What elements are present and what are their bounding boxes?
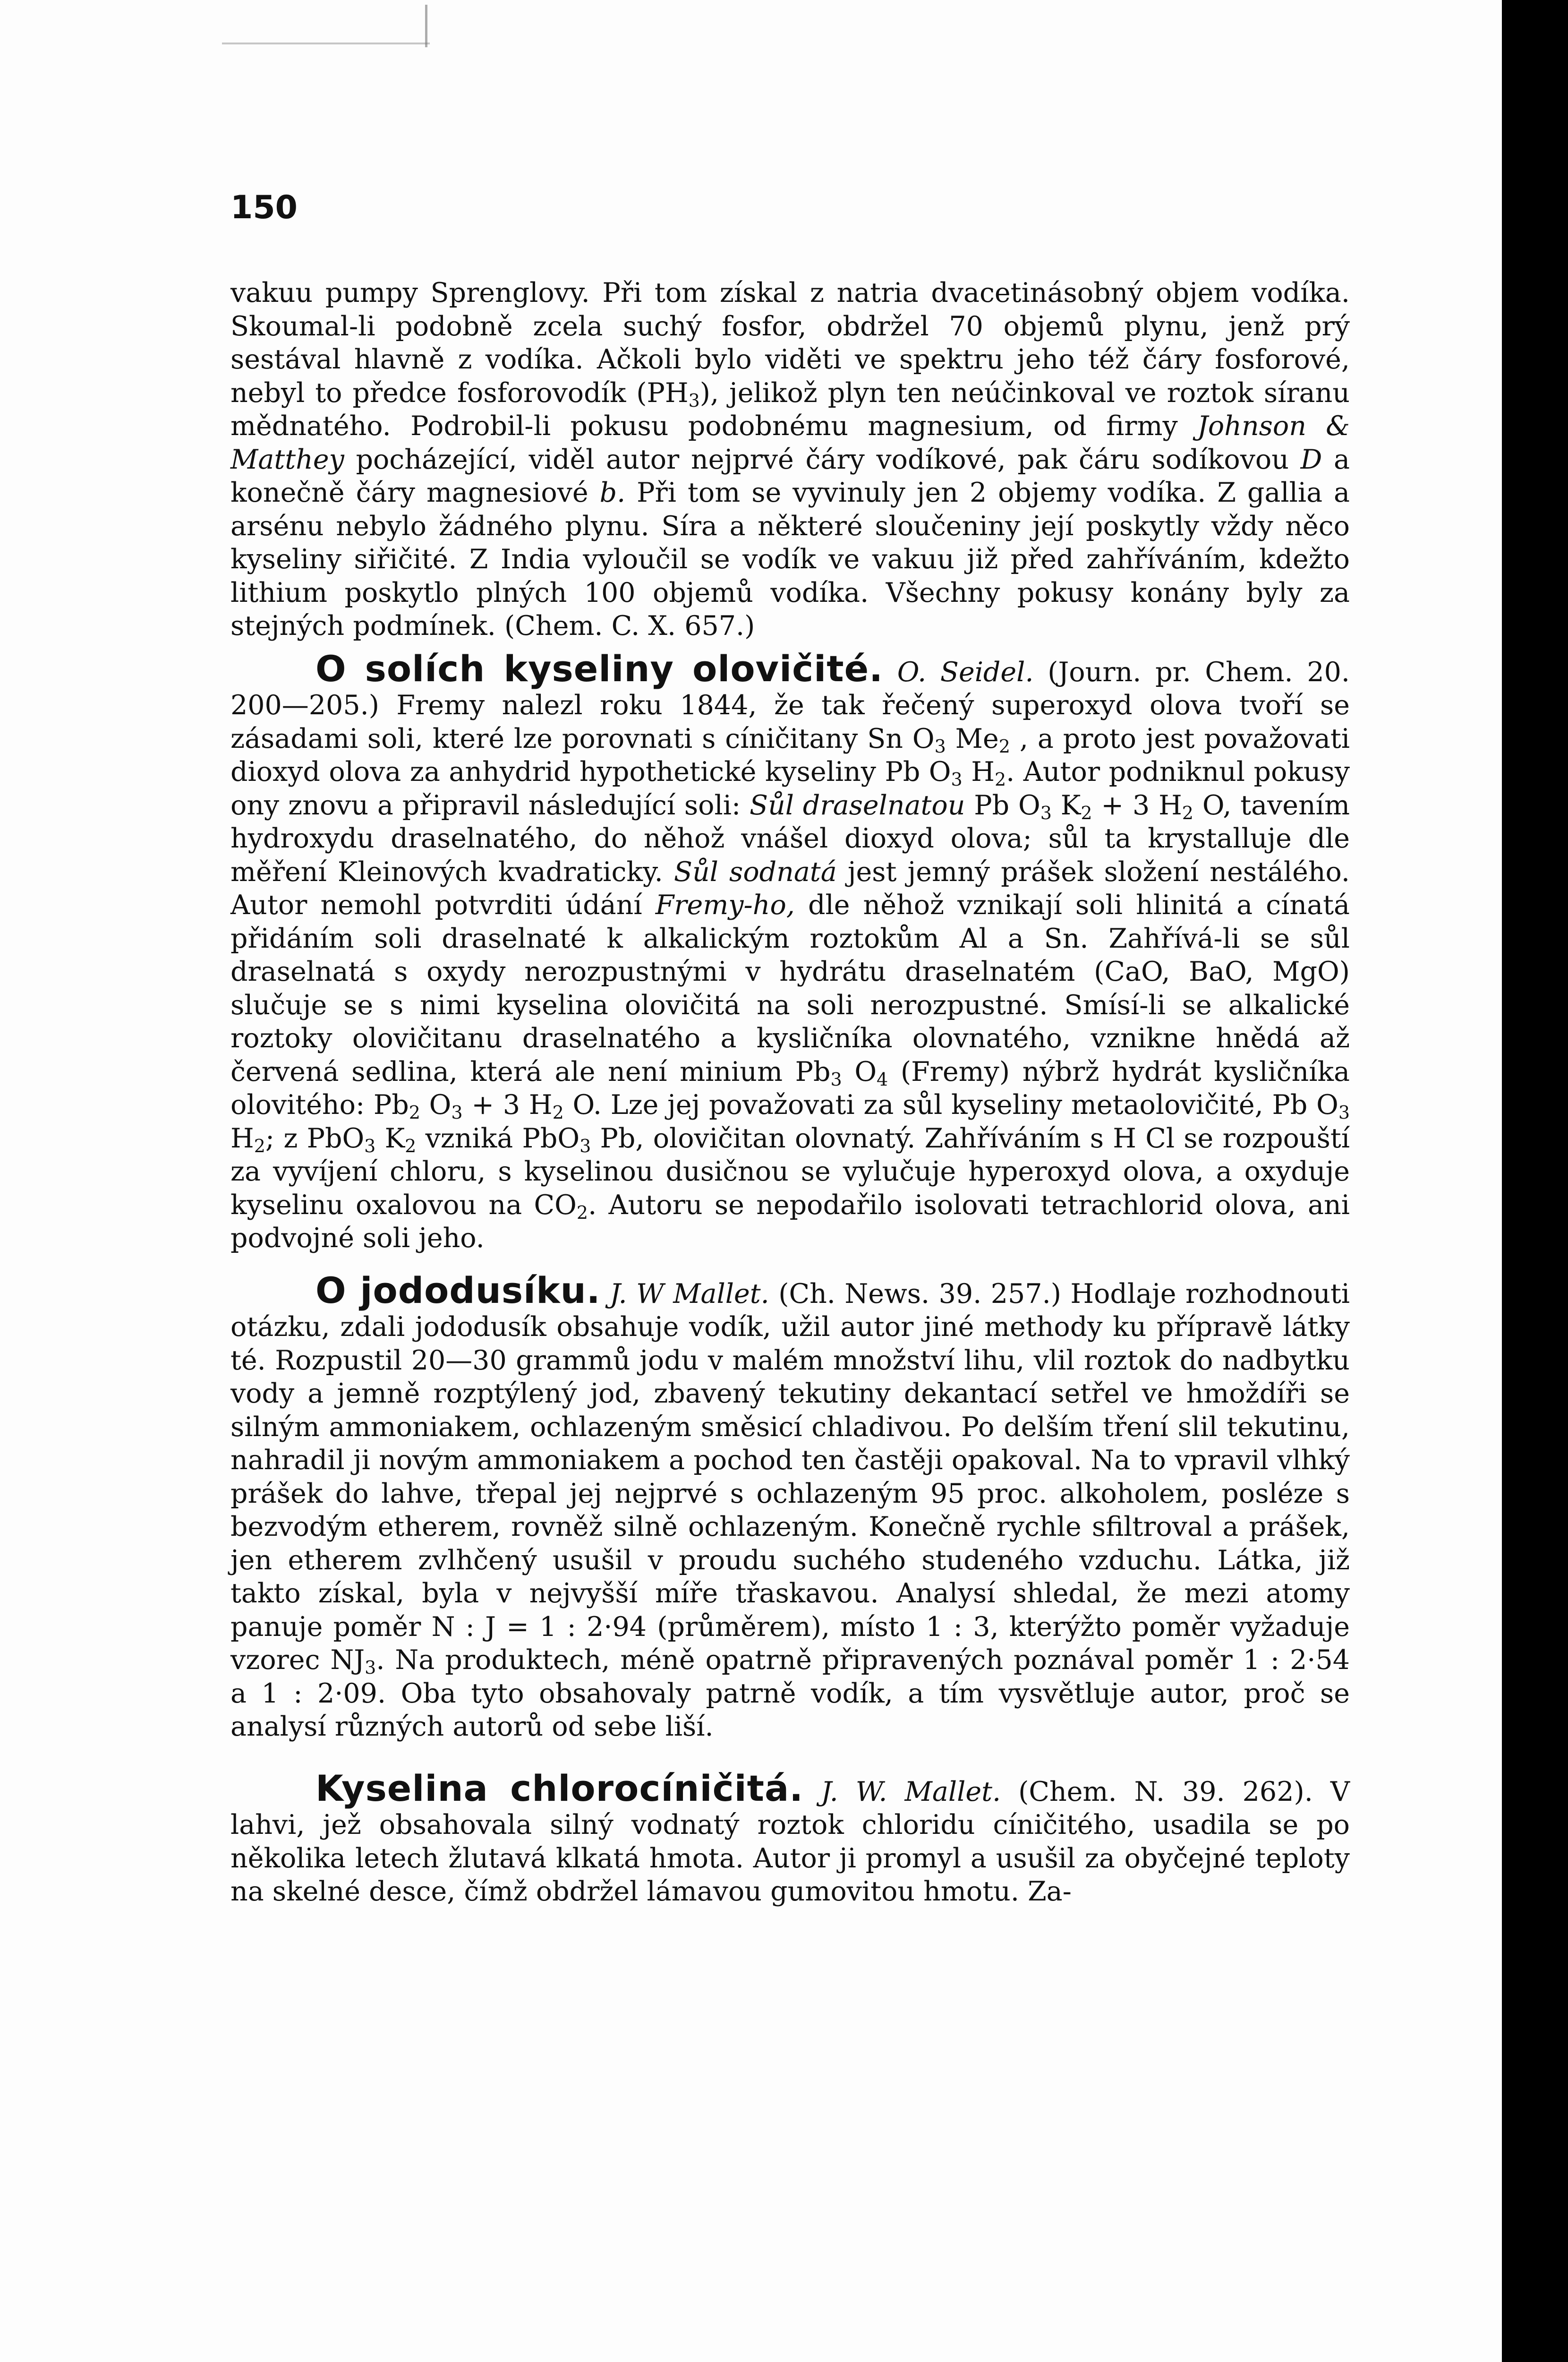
page-text — [230, 276, 1350, 1908]
section-iodine-nitrogen: O jododusíku. J. W Mallet. (Ch. News. 39. 257.) Hodlaje rozhodnouti otázku, zdali jododusík obsahuje vodík, užil autor jiné methody ku přípravě látky té. Rozpustil 20—30 grammů jodu v malém množství lihu, vlil roztok do nadbytku vody a jemně rozptýlený jod, zbavený tekutiny dekantací setřel ve hmoždíři se silným ammoniakem, ochlazeným směsicí chladivou. Po delším tření slil tekutinu, nahradil ji novým ammoniakem a pochod ten častěji opakoval. Na to vpravil vlhký prášek do lahve, třepal jej nejprvé s ochlazeným 95 proc. alkoholem, posléze s bezvodým etherem, rovněž silně ochlazeným. Konečně rychle sfiltroval a prášek, jen etherem zvlhčený usušil v proudu suchého studeného vzduchu. Látka, již takto získal, byla v nejvyšší míře třaskavou. Analysí shledal, že mezi atomy panuje poměr N : J = 1 : 2·94 (průměrem), místo 1 : 3, kterýžto poměr vyžaduje vzorec $NJ_3$. Na produktech, méně opatrně připravených poznával poměr 1 : 2·54 a 1 : 2·09. Oba tyto obsahovaly patrně vodík, a tím vysvětluje autor, proč se analysí různých autorů od sebe liší. — [230, 1269, 1350, 1742]
section-author: J. W Mallet. — [610, 1278, 769, 1309]
scan-edge — [1502, 0, 1568, 2362]
intro-paragraph: vakuu pumpy Sprenglovy. Při tom získal z natria dvacetinásobný objem vodíka. Skoumal-li podobně zcela suchý fosfor, obdržel 70 objemů plynu, jenž prý sestával hlavně z vodíka. Ačkoli bylo viděti ve spektru jeho též čáry fosforové, nebyl to předce fosforovodík $(PH_3)$, jelikož plyn ten neúčinkoval ve roztok síranu mědnatého. Podrobil-li pokusu podobnému magnesium, od firmy Johnson & Matthey pocházející, viděl autor nejprvé čáry vodíkové, pak čáru sodíkovou D a konečně čáry magnesiové b. Při tom se vyvinuly jen 2 objemy vodíka. Z gallia a arsénu nebylo žádného plynu. Síra a některé sloučeniny její poskytly vždy něco kyseliny siřičité. Z India vyloučil se vodík ve vakuu již před zahříváním, kdežto lithium poskytlo plných 100 objemů vodíka. Všechny pokusy konány byly za stejných podmínek. (Chem. C. X. 657.) — [230, 277, 1350, 642]
section-heading: O solích kyseliny olovičité. — [315, 647, 883, 690]
section-lead-salts: O solích kyseliny olovičité. O. Seidel. (Journ. pr. Chem. 20. 200—205.) Fremy nalezl roku 1844, že tak řečený superoxyd olova tvoří se zásadami soli, které lze porovnati s cíničitany Sn $O_3$ $Me_2$ , a proto jest považovati dioxyd olova za anhydrid hypothetické kyseliny Pb $O_3$ $H_2$. Autor podniknul pokusy ony znovu a připravil následující soli: Sůl draselnatou Pb $O_3$ $K_2 + 3$ $H_2$ O, tavením hydroxydu draselnatého, do něhož vnášel dioxyd olova; sůl ta krystalluje dle měření Kleinových kvadraticky. Sůl sodnatá jest jemný prášek složení nestálého. Autor nemohl potvrditi údání Fremy-ho, dle něhož vznikají soli hlinitá a cínatá přidáním soli draselnaté k alkalickým roztokům Al a Sn. Zahřívá-li se sůl draselnatá s oxydy nerozpustnými v hydrátu draselnatém (CaO, BaO, MgO) slučuje se s nimi kyselina olovičitá na soli nerozpustné. Smísí-li se alkalické roztoky olovičitanu draselnatého a kysličníka olovnatého, vznikne hnědá až červená sedlina, která ale není minium $Pb_3$ $O_4$ (Fremy) nýbrž hydrát kysličníka olovitého: $Pb_2$ $O_3 + 3$ $H_2$ O. Lze jej považovati za sůl kyseliny metaolovičité, Pb $O_3$ $H_2$; z PbO$_3$ $K_2$ vzniká PbO$_3$ Pb, olovičitan olovnatý. Zahříváním s H Cl se rozpouští za vyvíjení chloru, s kyselinou dusičnou se vylučuje hyperoxyd olova, a oxyduje kyselinu oxalovou na $CO_2$. Autoru se nepodařilo isolovati tetrachlorid olova, ani podvojné soli jeho. — [230, 647, 1350, 1254]
section-author: J. W. Mallet. — [821, 1776, 1001, 1807]
section-heading: O jododusíku. — [315, 1269, 601, 1311]
scan-tick — [425, 5, 427, 47]
page-number: 150 — [230, 189, 298, 226]
section-author: O. Seidel. — [897, 656, 1034, 688]
section-chlorostannic-acid: Kyselina chlorocíničitá. J. W. Mallet. (Chem. N. 39. 262). V lahvi, jež obsahovala silný vodnatý roztok chloridu cíničitého, usadila se po několika letech žlutavá klkatá hmota. Autor ji promyl a usušil za obyčejné teploty na skelné desce, čímž obdržel lámavou gumovitou hmotu. Za- — [230, 1767, 1350, 1907]
scan-mark — [222, 9, 430, 44]
section-heading: Kyselina chlorocíničitá. — [315, 1767, 804, 1809]
